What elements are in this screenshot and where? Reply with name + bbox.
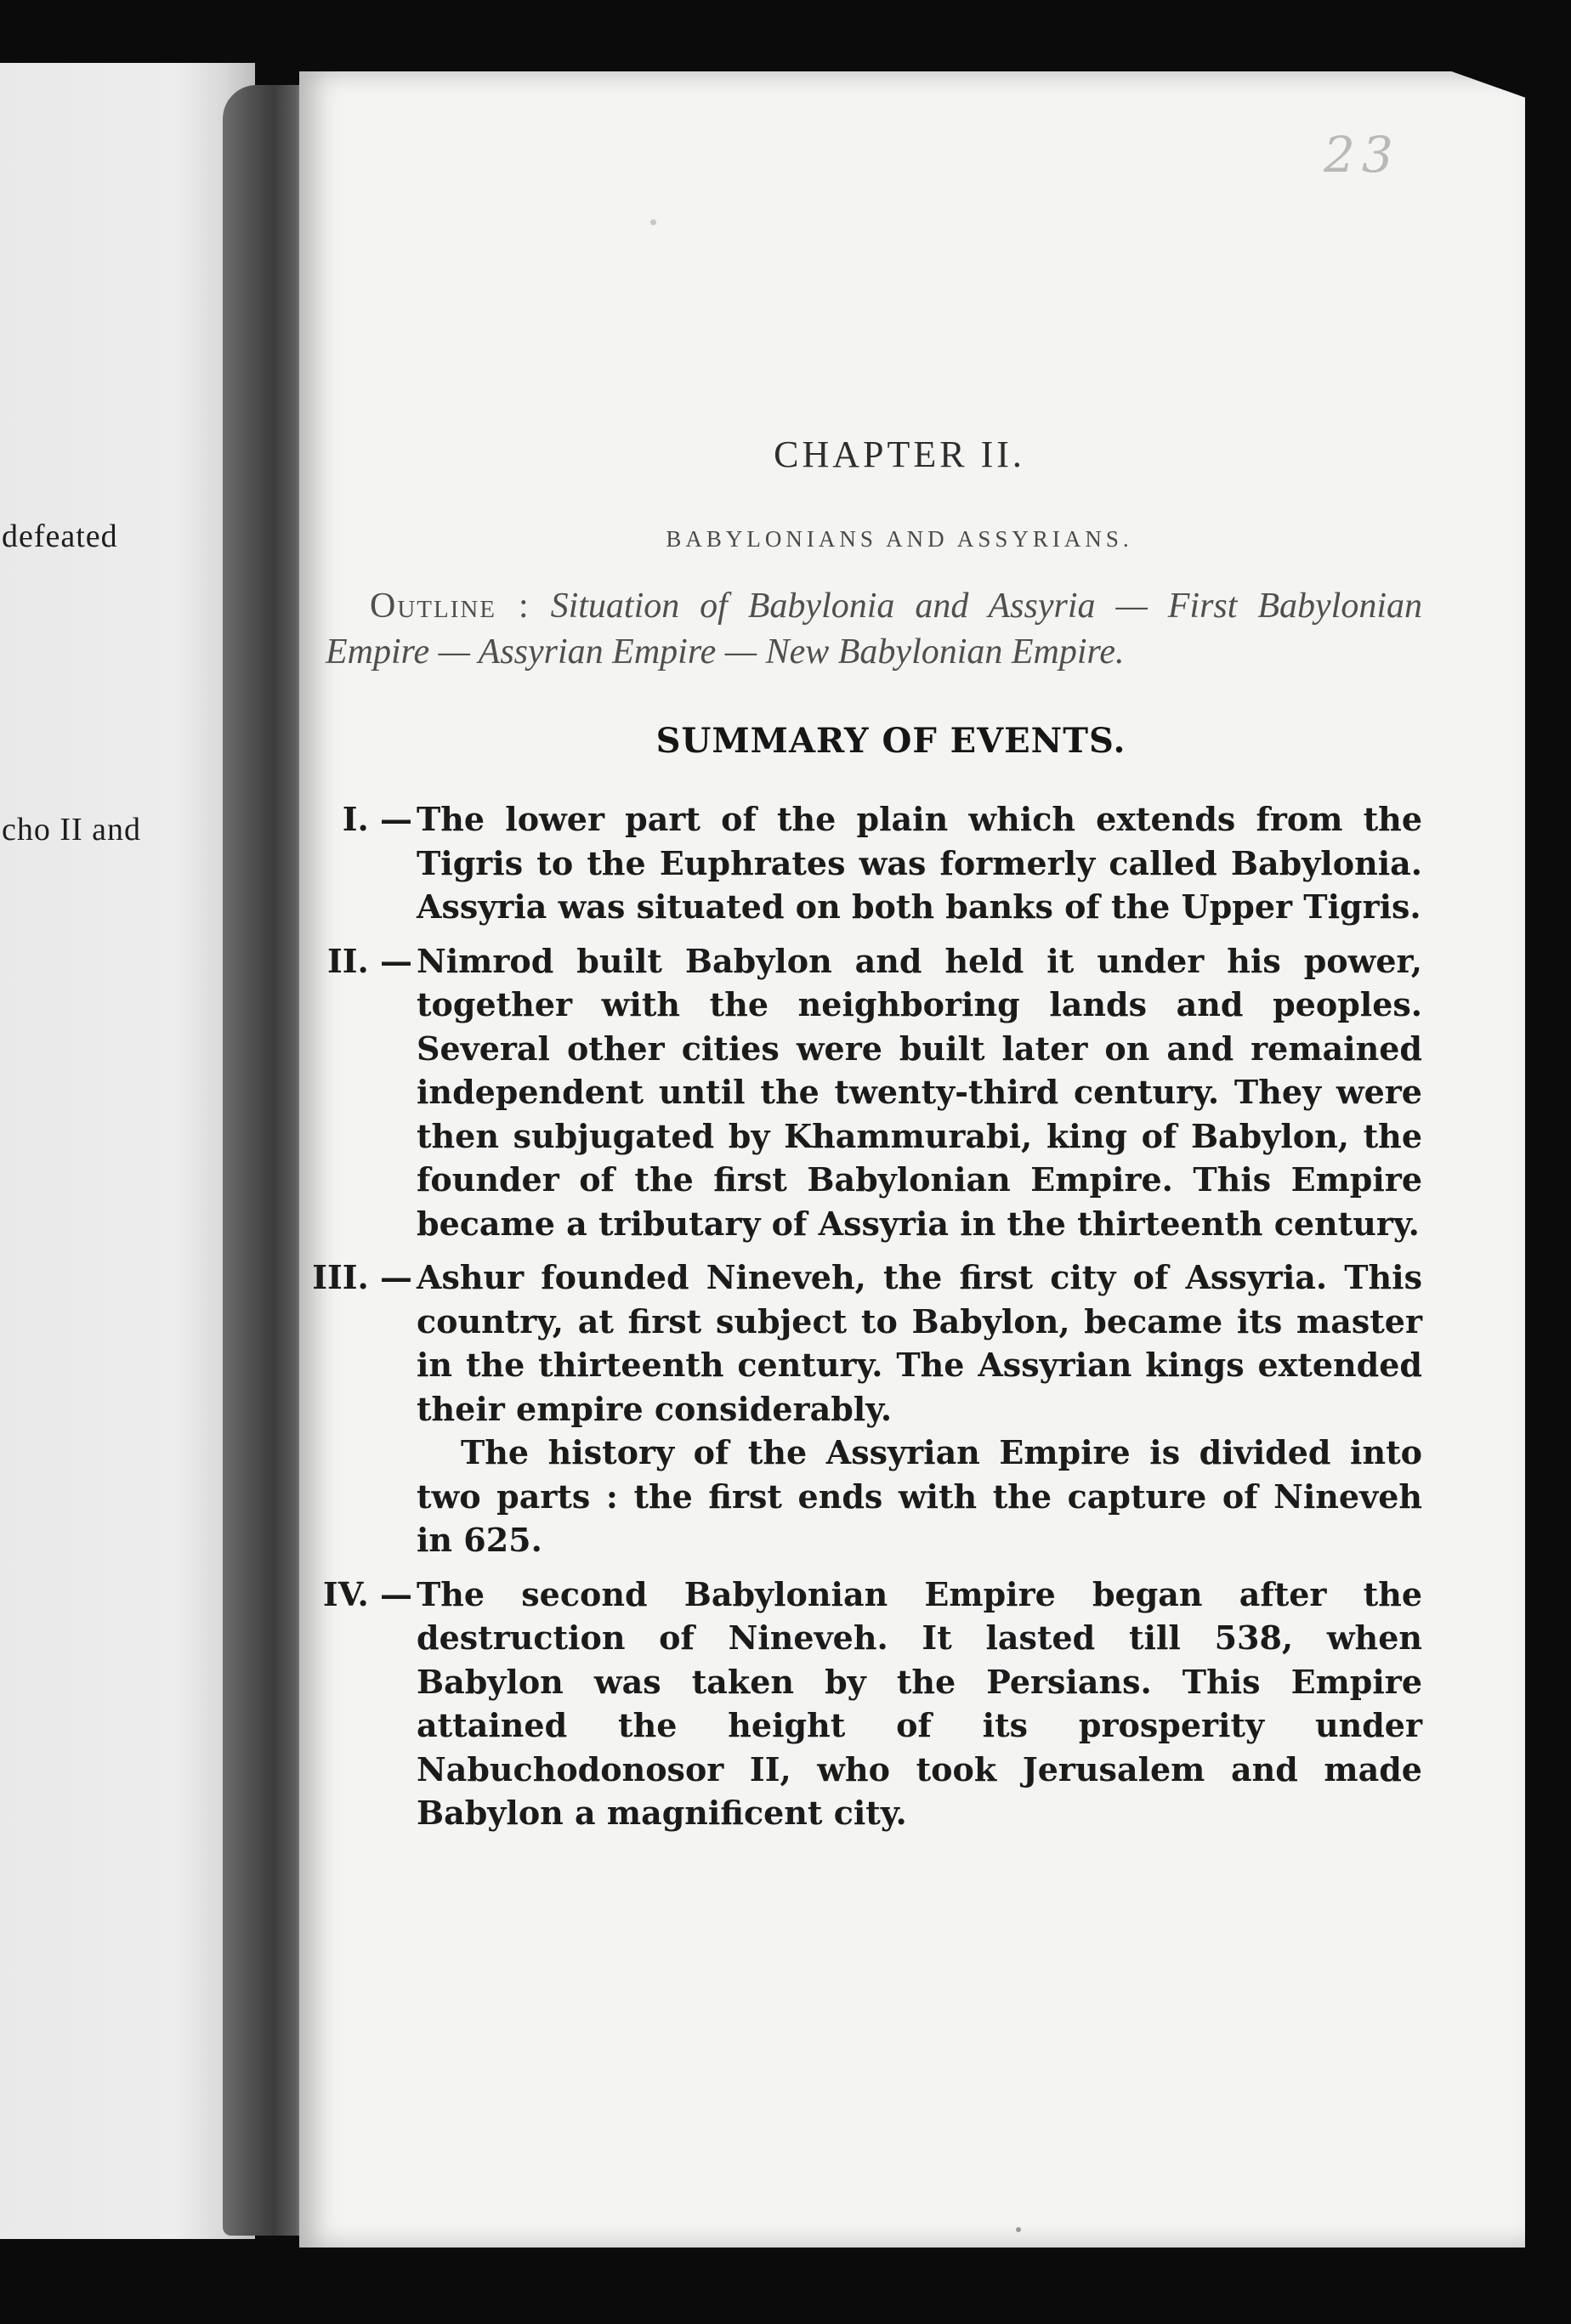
item-paragraph: The lower part of the plain which extends from the Tigris to the Euphrates was formerly called Babylonia. Assyria was situated on both banks of the Upper Tigris. bbox=[417, 800, 1422, 926]
left-page-text-fragment: defeated bbox=[2, 519, 118, 554]
page-number: 23 bbox=[1324, 126, 1400, 184]
summary-heading: SUMMARY OF EVENTS. bbox=[655, 721, 1126, 761]
chapter-title: CHAPTER II. bbox=[774, 434, 1025, 475]
item-numeral: II. — bbox=[326, 941, 412, 980]
left-page-text-fragment: cho II and bbox=[2, 812, 142, 847]
item-numeral: IV. — bbox=[322, 1574, 412, 1613]
outline-label: Outline : bbox=[370, 587, 530, 626]
summary-item bbox=[312, 1256, 1422, 1562]
book-gutter bbox=[223, 85, 308, 2236]
item-paragraph: The second Babylonian Empire began after the destruction of Nineveh. It lasted till 538, when Babylon was taken by the Persians. This Empire attained the height of its prosperity under Nabuchodonosor II, who took Jerusalem and made Babylon a magnificent city. bbox=[417, 1574, 1422, 1832]
previous-page-fragment bbox=[0, 63, 255, 2239]
scan-speck bbox=[650, 219, 656, 225]
summary-item bbox=[322, 1573, 1422, 1835]
summary-item bbox=[326, 797, 1422, 929]
page-text-column bbox=[312, 425, 1422, 1835]
chapter-outline bbox=[326, 583, 1422, 675]
item-paragraph: The history of the Assyrian Empire is divided into two parts : the first ends with the capture of Nineveh in 625. bbox=[417, 1433, 1422, 1559]
outline-text: Situation of Babylonia and Assyria — First Babylonian Empire — Assyrian Empire — New Babylonian Empire. bbox=[326, 587, 1422, 672]
item-numeral: III. — bbox=[312, 1258, 412, 1296]
scan-speck bbox=[1016, 2227, 1021, 2232]
item-numeral: I. — bbox=[342, 800, 412, 838]
summary-item bbox=[326, 939, 1422, 1246]
item-paragraph: Ashur founded Nineveh, the first city of Assyria. This country, at first subject to Babylon, became its master in the thirteenth century. The Assyrian kings extended their empire considerably. bbox=[417, 1258, 1422, 1428]
item-paragraph: Nimrod built Babylon and held it under his power, together with the neighboring lands and peoples. Several other cities were built later on and remained independent until the twenty-third century. They were then subjugated by Khammurabi, king of Babylon, the founder of the first Babylonian Empire. This Empire became a tributary of Assyria in the thirteenth century. bbox=[417, 941, 1422, 1243]
chapter-subtitle: BABYLONIANS AND ASSYRIANS. bbox=[666, 526, 1133, 552]
